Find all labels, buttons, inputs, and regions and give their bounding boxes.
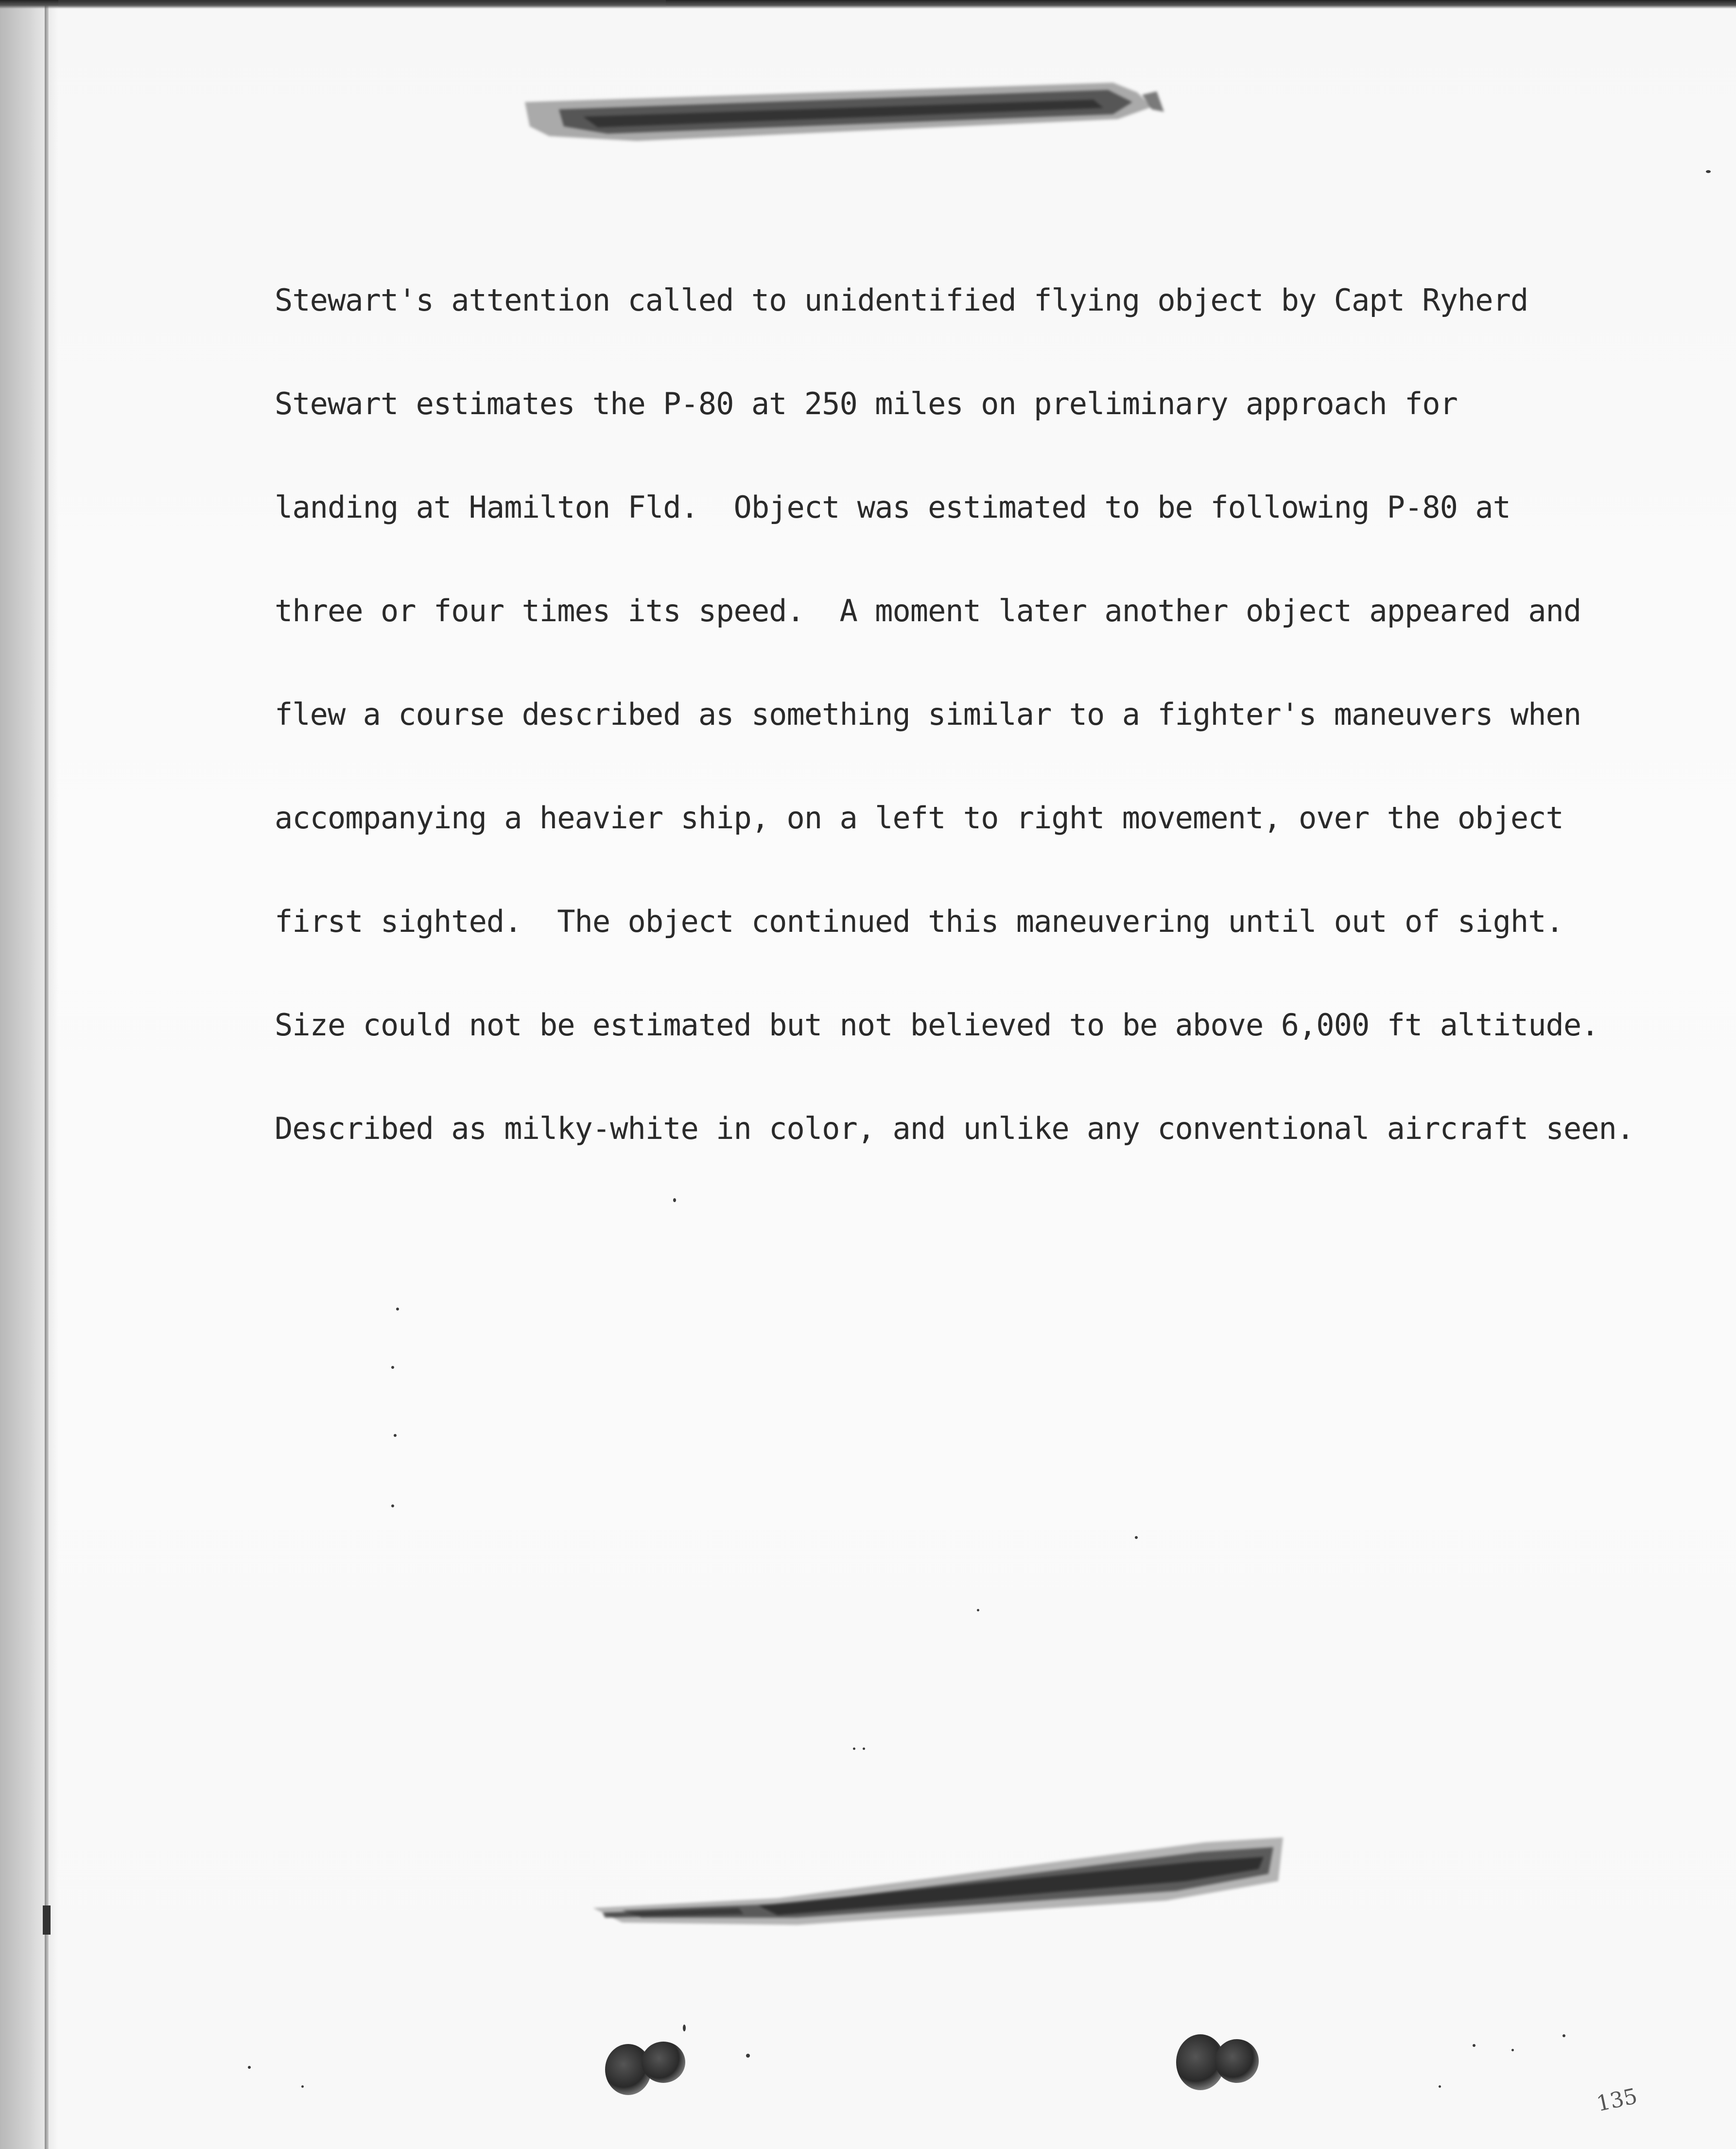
scan-speck [746,2054,750,2058]
binder-clip-mark [43,1905,51,1935]
scan-speck [391,1366,394,1369]
redaction-top [510,73,1171,151]
punch-hole-left [642,2042,685,2083]
scan-speck [394,1434,397,1437]
scan-left-shadow [0,0,58,2149]
punch-hole-right [1215,2039,1259,2083]
memo-line: three or four times its speed. A moment later another object appeared and [275,593,1581,629]
scan-speck [1473,2044,1476,2047]
memo-line: first sighted. The object continued this maneuvering until out of sight. [275,904,1563,939]
scan-left-rule [45,0,49,2149]
scan-speck [1439,2085,1441,2088]
scan-speck [1135,1536,1138,1539]
memo-line: flew a course described as something similar to a fighter's maneuvers when [275,697,1581,732]
scan-speck [1511,2049,1514,2051]
scan-speck [396,1308,399,1310]
scan-speck [391,1504,394,1507]
scan-speck [248,2066,251,2069]
scan-top-edge-dark [58,0,666,7]
redaction-bottom [593,1818,1283,1935]
memo-line: Described as milky-white in color, and unlike any conventional aircraft seen. [275,1111,1634,1146]
scan-speck [301,2085,304,2088]
page-number-mark: 135 [1594,2083,1640,2117]
memo-line: Size could not be estimated but not believed to be above 6,000 ft altitude. [275,1007,1599,1043]
memo-line: Stewart's attention called to unidentified flying object by Capt Ryherd [275,282,1528,318]
memo-line: Stewart estimates the P-80 at 250 miles on preliminary approach for [275,386,1458,421]
memo-line: landing at Hamilton Fld. Object was estimated to be following P-80 at [275,489,1510,525]
scan-speck [683,2025,686,2031]
scan-speck [673,1198,676,1202]
scan-speck [853,1747,855,1750]
scan-speck [863,1747,865,1750]
scan-speck [1706,170,1711,173]
scan-speck [1562,2034,1565,2037]
memo-body-text [275,214,1660,1215]
scan-speck [977,1609,979,1611]
memo-line: accompanying a heavier ship, on a left to right movement, over the object [275,800,1563,836]
